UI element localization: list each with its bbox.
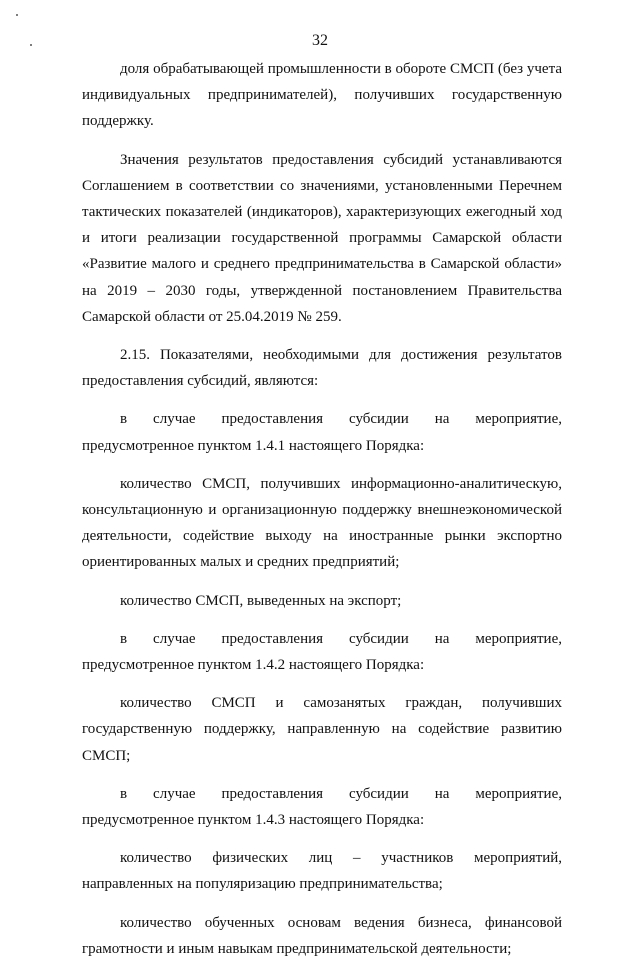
paragraph: 2.15. Показателями, необходимыми для достижения результатов предоставления субсидий, являются: xyxy=(82,347,562,390)
paragraph: в случае предоставления субсидии на мероприятие, предусмотренное пунктом 1.4.2 настоящего Порядка: xyxy=(82,630,562,674)
page-number: 32 xyxy=(312,32,328,49)
paragraph: в случае предоставления субсидии на мероприятие, предусмотренное пунктом 1.4.3 настоящего Порядка: xyxy=(82,785,562,829)
paragraph: Значения результатов предоставления субсидий устанавливаются Соглашением в соответствии со значениями, установленными Перечнем тактических показателей (индикаторов), характеризующих ежегодный ход и итоги реализации государственной программы Самарской области «Развитие малого и среднего предпринимательства в Самарской области» на 2019 – 2030 годы, утвержденной постановлением Правительства Самарской области от 25.04.2019 № 259. xyxy=(82,151,562,325)
paragraph: в случае предоставления субсидии на мероприятие, предусмотренное пунктом 1.4.1 настоящего Порядка: xyxy=(82,411,562,454)
paragraph: количество СМСП, выведенных на экспорт; xyxy=(120,592,402,609)
scan-speck xyxy=(16,14,18,16)
document-body xyxy=(82,56,562,962)
paragraph: количество физических лиц – участников мероприятий, направленных на популяризацию предпринимательства; xyxy=(82,850,562,893)
paragraph: количество СМСП, получивших информационно-аналитическую, консультационную и организационную поддержку внешнеэкономической деятельности, содействие выходу на иностранные рынки экспортно ориентированных малых и средних предприятий; xyxy=(82,475,562,571)
paragraph: количество СМСП и самозанятых граждан, получивших государственную поддержку, направленную на содействие развитию СМСП; xyxy=(82,695,562,764)
paragraph: доля обрабатывающей промышленности в обороте СМСП (без учета индивидуальных предпринимателей), получивших государственную поддержку. xyxy=(82,61,562,130)
paragraph: количество обученных основам ведения бизнеса, финансовой грамотности и иным навыкам предпринимательской деятельности; xyxy=(82,914,562,957)
